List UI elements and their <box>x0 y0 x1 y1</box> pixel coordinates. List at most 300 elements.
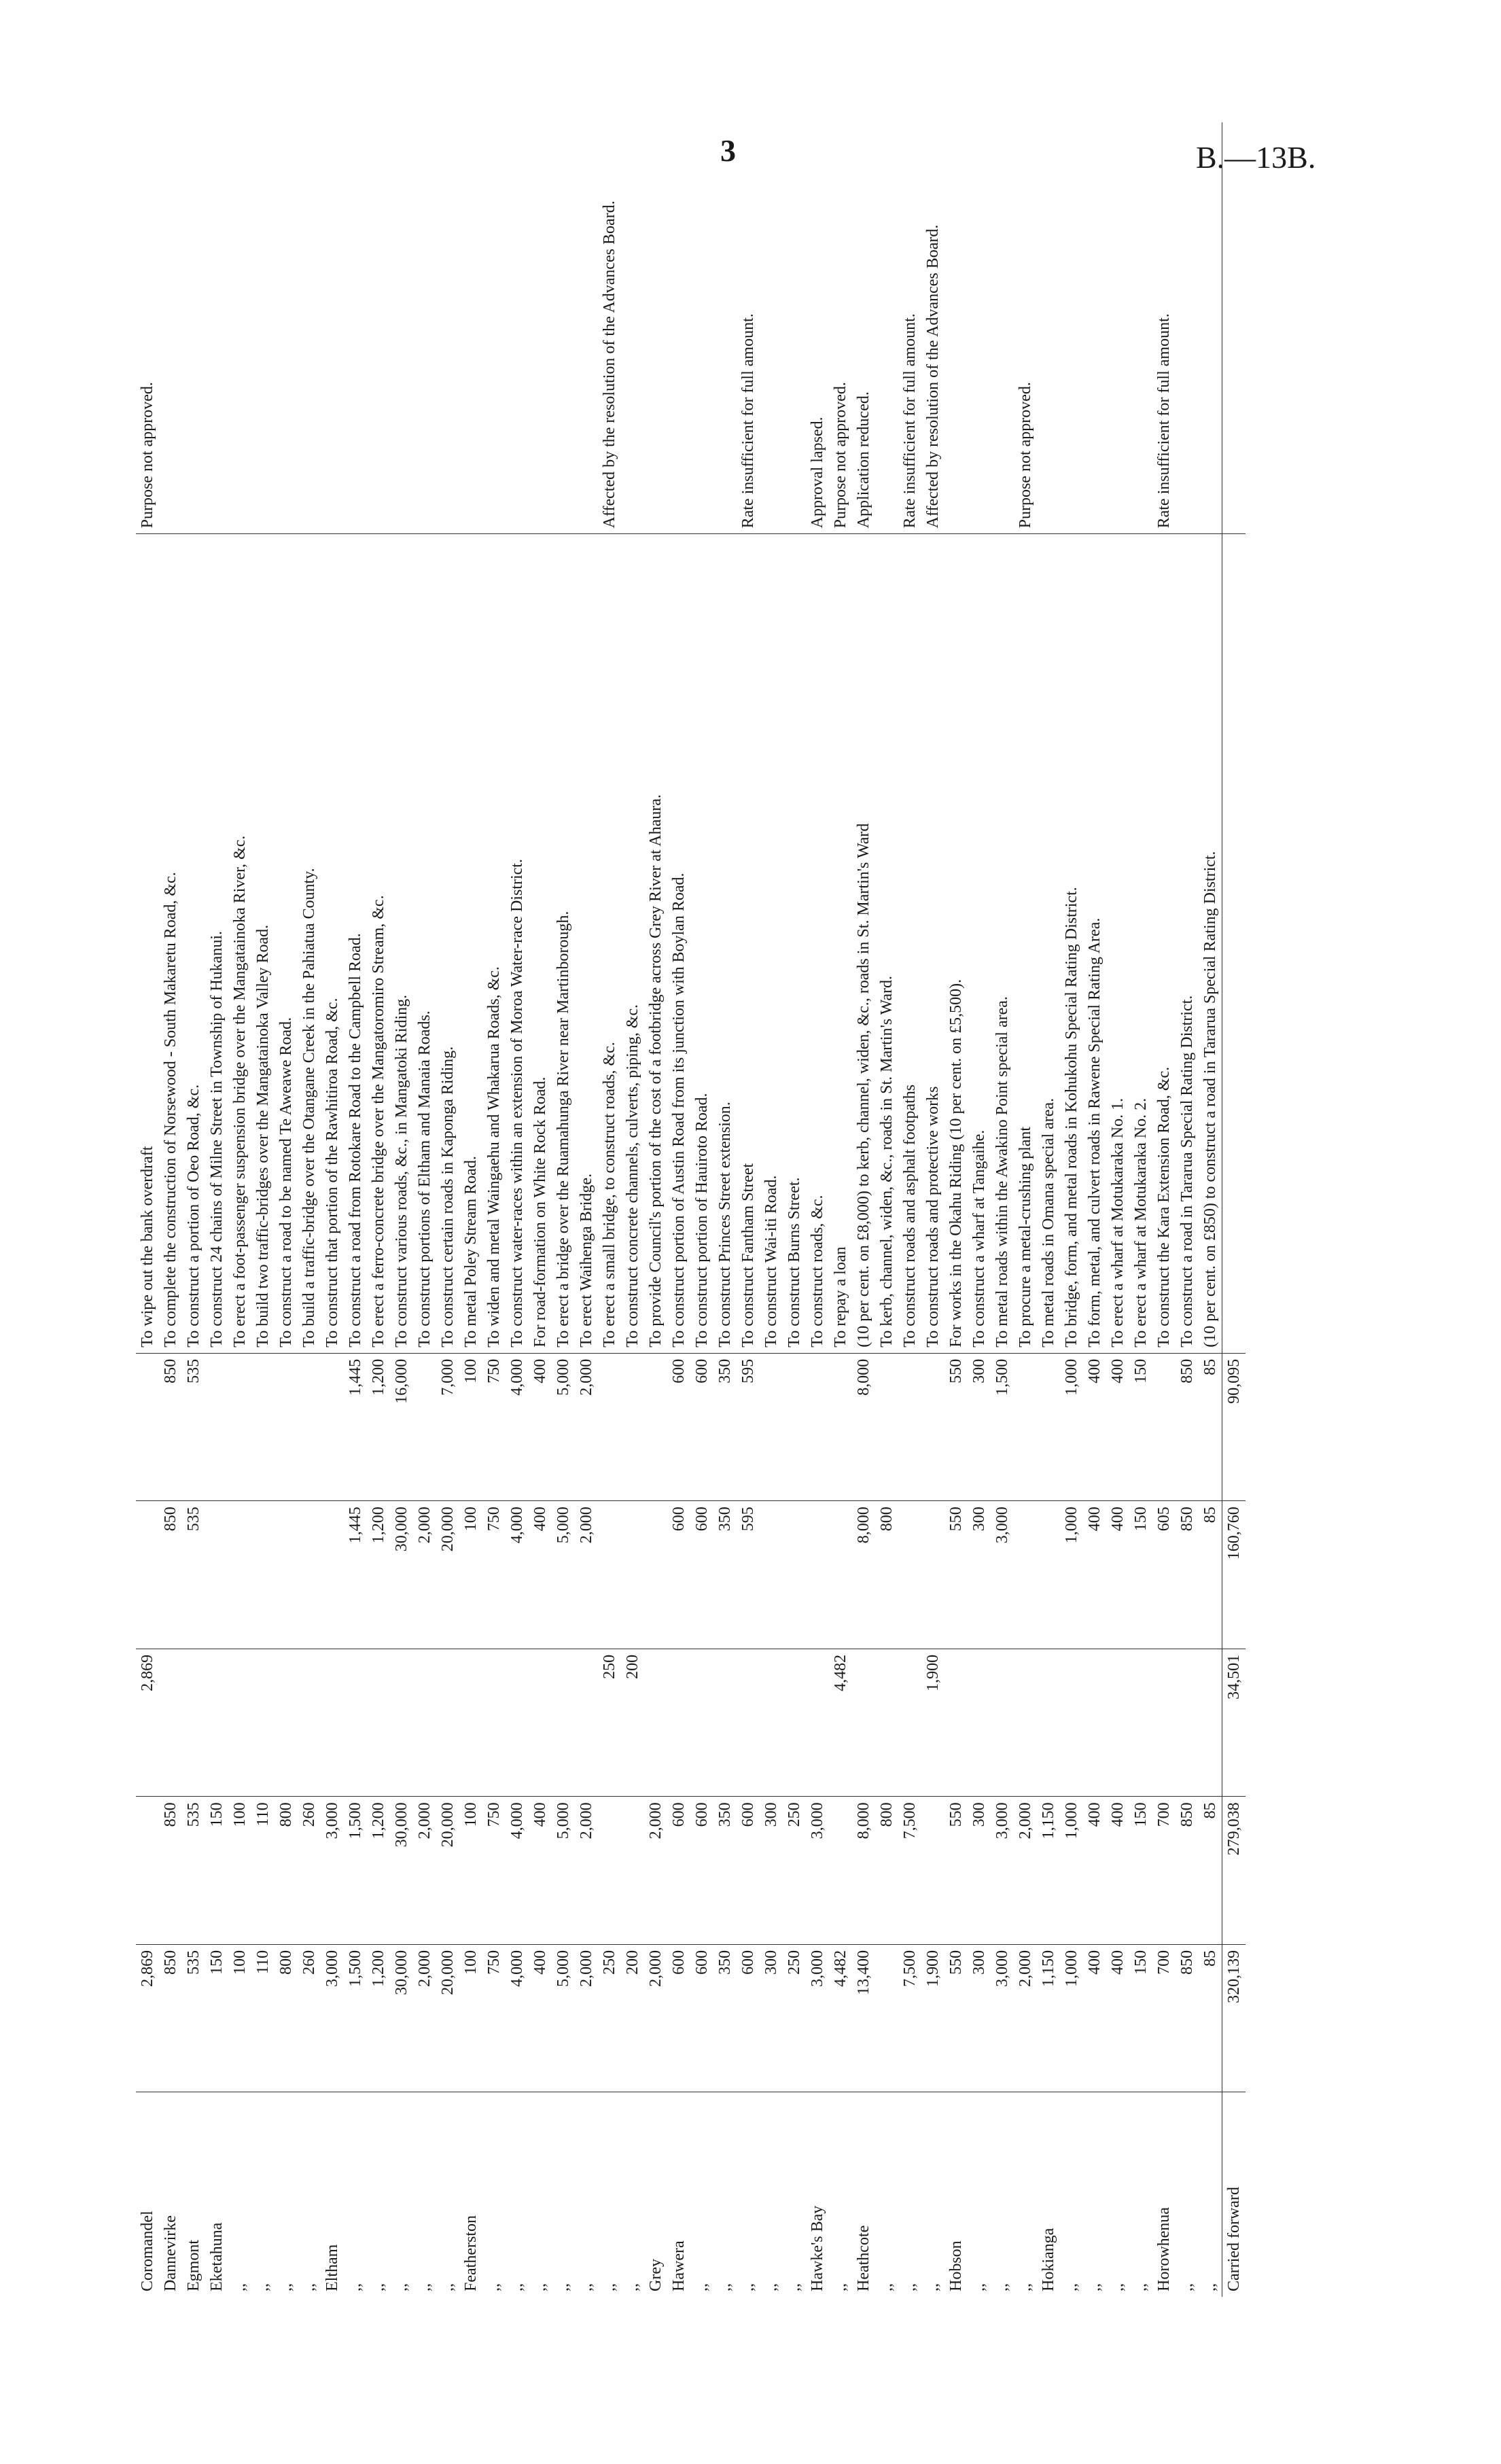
table-row <box>298 122 321 2297</box>
authorized-cell: 605 <box>1152 1501 1176 1649</box>
declined-cell <box>298 1649 321 1797</box>
remarks-cell <box>1129 122 1152 534</box>
applied-cell: 13,400 <box>852 1944 875 2092</box>
authorized-cell: 300 <box>968 1501 991 1649</box>
entitled-cell: 100 <box>459 1797 482 1945</box>
declined-cell <box>275 1649 298 1797</box>
entitled-cell: 8,000 <box>852 1797 875 1945</box>
granted-cell: 150 <box>1129 1353 1152 1501</box>
table-row <box>529 122 552 2297</box>
purpose-cell: (10 per cent. on £8,000) to kerb, channel, widen, &c., roads in St. Martin's Ward <box>852 534 875 1353</box>
table-row <box>667 122 690 2297</box>
district-cell: ,, <box>1063 2283 1080 2291</box>
applied-cell: 400 <box>529 1944 552 2092</box>
remarks-cell <box>690 122 713 534</box>
applied-cell: 1,150 <box>1037 1944 1060 2092</box>
district-cell: ,, <box>554 2283 572 2291</box>
granted-cell <box>644 1353 667 1501</box>
entitled-cell: 300 <box>968 1797 991 1945</box>
remarks-cell: Purpose not approved. <box>136 122 159 534</box>
declined-cell <box>1014 1649 1037 1797</box>
district-cell: ,, <box>739 2283 757 2291</box>
remarks-cell <box>644 122 667 534</box>
table-row <box>944 122 968 2297</box>
loans-table <box>136 122 1246 2297</box>
remarks-cell <box>159 122 182 534</box>
authorized-cell: 1,200 <box>367 1501 390 1649</box>
table-body <box>136 122 1222 2297</box>
district-cell: Eltham <box>323 2244 341 2291</box>
declined-cell <box>644 1649 667 1797</box>
authorized-cell: 20,000 <box>436 1501 459 1649</box>
table-row <box>806 122 829 2297</box>
district-cell: ,, <box>762 2283 780 2291</box>
total-purpose-blank <box>1222 534 1246 1353</box>
entitled-cell: 250 <box>783 1797 806 1945</box>
declined-cell <box>506 1649 529 1797</box>
table-row <box>829 122 852 2297</box>
table-row <box>760 122 783 2297</box>
table-row <box>459 122 482 2297</box>
declined-cell <box>459 1649 482 1797</box>
remarks-cell <box>506 122 529 534</box>
total-granted: 90,095 <box>1222 1353 1246 1501</box>
district-cell: Heathcote <box>855 2225 872 2291</box>
total-applied: 320,139 <box>1222 1944 1246 2092</box>
remarks-cell <box>1037 122 1060 534</box>
district-cell: ,, <box>439 2283 457 2291</box>
carried-forward-row <box>1222 122 1246 2297</box>
entitled-cell: 1,000 <box>1060 1797 1083 1945</box>
authorized-cell <box>321 1501 344 1649</box>
page-number: 3 <box>720 133 736 168</box>
granted-cell: 400 <box>1106 1353 1129 1501</box>
remarks-cell: Rate insufficient for full amount. <box>898 122 921 534</box>
remarks-cell: Purpose not approved. <box>1014 122 1037 534</box>
entitled-cell: 700 <box>1152 1797 1176 1945</box>
remarks-cell: Approval lapsed. <box>806 122 829 534</box>
applied-cell: 350 <box>713 1944 737 2092</box>
purpose-cell: To erect a wharf at Motukaraka No. 1. <box>1106 534 1129 1353</box>
authorized-cell <box>598 1501 621 1649</box>
remarks-cell <box>298 122 321 534</box>
applied-cell: 600 <box>690 1944 713 2092</box>
purpose-cell: To bridge, form, and metal roads in Kohukohu Special Rating District. <box>1060 534 1083 1353</box>
applied-cell: 3,000 <box>991 1944 1014 2092</box>
remarks-cell <box>390 122 413 534</box>
purpose-cell: To construct Wai-iti Road. <box>760 534 783 1353</box>
authorized-cell: 30,000 <box>390 1501 413 1649</box>
entitled-cell: 100 <box>228 1797 251 1945</box>
district-cell: ,, <box>601 2283 618 2291</box>
declined-cell <box>251 1649 275 1797</box>
table-row <box>598 122 621 2297</box>
entitled-cell: 400 <box>1083 1797 1106 1945</box>
applied-cell: 400 <box>1106 1944 1129 2092</box>
granted-cell: 400 <box>1083 1353 1106 1501</box>
remarks-cell <box>991 122 1014 534</box>
entitled-cell: 2,000 <box>575 1797 598 1945</box>
table-row <box>159 122 182 2297</box>
authorized-cell <box>806 1501 829 1649</box>
remarks-cell <box>760 122 783 534</box>
district-cell: ,, <box>716 2283 734 2291</box>
purpose-cell: To erect a foot-passenger suspension bridge over the Mangatainoka River, &c. <box>228 534 251 1353</box>
purpose-cell: To construct a portion of Oeo Road, &c. <box>182 534 205 1353</box>
granted-cell: 4,000 <box>506 1353 529 1501</box>
authorized-cell: 595 <box>737 1501 760 1649</box>
granted-cell <box>136 1353 159 1501</box>
purpose-cell: To construct roads and protective works <box>921 534 944 1353</box>
granted-cell <box>806 1353 829 1501</box>
remarks-cell <box>667 122 690 534</box>
purpose-cell: To construct concrete channels, culverts, piping, &c. <box>621 534 644 1353</box>
district-cell: ,, <box>878 2283 896 2291</box>
applied-cell: 2,000 <box>575 1944 598 2092</box>
table-row <box>413 122 436 2297</box>
granted-cell <box>1037 1353 1060 1501</box>
table-row <box>275 122 298 2297</box>
declined-cell <box>1129 1649 1152 1797</box>
entitled-cell: 535 <box>182 1797 205 1945</box>
table-row <box>852 122 875 2297</box>
entitled-cell: 3,000 <box>321 1797 344 1945</box>
entitled-cell: 1,200 <box>367 1797 390 1945</box>
remarks-cell <box>944 122 968 534</box>
granted-cell <box>829 1353 852 1501</box>
granted-cell <box>1152 1353 1176 1501</box>
authorized-cell <box>1014 1501 1037 1649</box>
entitled-cell: 600 <box>690 1797 713 1945</box>
authorized-cell: 400 <box>1083 1501 1106 1649</box>
entitled-cell: 5,000 <box>552 1797 575 1945</box>
table-row <box>552 122 575 2297</box>
table-row <box>1083 122 1106 2297</box>
applied-cell: 300 <box>760 1944 783 2092</box>
authorized-cell <box>275 1501 298 1649</box>
authorized-cell: 800 <box>875 1501 898 1649</box>
declined-cell: 4,482 <box>829 1649 852 1797</box>
applied-cell: 150 <box>205 1944 228 2092</box>
purpose-cell: To construct various roads, &c., in Mangatoki Riding. <box>390 534 413 1353</box>
authorized-cell: 8,000 <box>852 1501 875 1649</box>
entitled-cell <box>829 1797 852 1945</box>
total-label: Carried forward <box>1222 2092 1246 2297</box>
granted-cell <box>760 1353 783 1501</box>
purpose-cell: To construct that portion of the Rawhitiroa Road, &c. <box>321 534 344 1353</box>
applied-cell: 250 <box>598 1944 621 2092</box>
declined-cell <box>1176 1649 1199 1797</box>
entitled-cell: 260 <box>298 1797 321 1945</box>
entitled-cell: 20,000 <box>436 1797 459 1945</box>
purpose-cell: To procure a metal-crushing plant <box>1014 534 1037 1353</box>
applied-cell: 2,000 <box>413 1944 436 2092</box>
table-row <box>367 122 390 2297</box>
entitled-cell: 150 <box>205 1797 228 1945</box>
table-row <box>1060 122 1083 2297</box>
table-row <box>783 122 806 2297</box>
table-row <box>1199 122 1222 2297</box>
district-cell: ,, <box>970 2283 988 2291</box>
remarks-cell <box>783 122 806 534</box>
declined-cell <box>806 1649 829 1797</box>
applied-cell: 5,000 <box>552 1944 575 2092</box>
remarks-cell <box>482 122 506 534</box>
applied-cell: 4,000 <box>506 1944 529 2092</box>
applied-cell: 300 <box>968 1944 991 2092</box>
granted-cell <box>598 1353 621 1501</box>
remarks-cell <box>182 122 205 534</box>
purpose-cell: To construct Princes Street extension. <box>713 534 737 1353</box>
entitled-cell: 2,000 <box>1014 1797 1037 1945</box>
declined-cell <box>413 1649 436 1797</box>
authorized-cell <box>644 1501 667 1649</box>
district-cell: ,, <box>993 2283 1011 2291</box>
district-cell: ,, <box>254 2283 272 2291</box>
granted-cell: 2,000 <box>575 1353 598 1501</box>
authorized-cell <box>783 1501 806 1649</box>
authorized-cell: 2,000 <box>413 1501 436 1649</box>
table-row <box>644 122 667 2297</box>
district-cell: ,, <box>508 2283 526 2291</box>
district-cell: Featherston <box>462 2215 480 2291</box>
purpose-cell: To metal roads within the Awakino Point special area. <box>991 534 1014 1353</box>
applied-cell: 110 <box>251 1944 275 2092</box>
district-cell: Dannevirke <box>162 2215 179 2291</box>
granted-cell: 85 <box>1199 1353 1222 1501</box>
entitled-cell: 1,500 <box>344 1797 367 1945</box>
purpose-cell: To erect a small bridge, to construct roads, &c. <box>598 534 621 1353</box>
entitled-cell: 600 <box>667 1797 690 1945</box>
granted-cell: 8,000 <box>852 1353 875 1501</box>
declined-cell <box>1037 1649 1060 1797</box>
table-row <box>898 122 921 2297</box>
table-row <box>621 122 644 2297</box>
district-cell: ,, <box>578 2283 595 2291</box>
granted-cell: 100 <box>459 1353 482 1501</box>
granted-cell: 5,000 <box>552 1353 575 1501</box>
table-row <box>575 122 598 2297</box>
purpose-cell: (10 per cent. on £850) to construct a road in Tararua Special Rating District. <box>1199 534 1222 1353</box>
remarks-cell <box>251 122 275 534</box>
table-row <box>321 122 344 2297</box>
entitled-cell: 550 <box>944 1797 968 1945</box>
table-row <box>390 122 413 2297</box>
granted-cell: 850 <box>159 1353 182 1501</box>
granted-cell <box>1014 1353 1037 1501</box>
purpose-cell: To metal roads in Omana special area. <box>1037 534 1060 1353</box>
purpose-cell: To construct Burns Street. <box>783 534 806 1353</box>
entitled-cell: 400 <box>1106 1797 1129 1945</box>
authorized-cell: 550 <box>944 1501 968 1649</box>
granted-cell <box>875 1353 898 1501</box>
district-cell: Hokianga <box>1040 2228 1057 2291</box>
declined-cell <box>991 1649 1014 1797</box>
purpose-cell: For works in the Okahu Riding (10 per cent. on £5,500). <box>944 534 968 1353</box>
table-row <box>1106 122 1129 2297</box>
granted-cell: 595 <box>737 1353 760 1501</box>
purpose-cell: To construct Fantham Street <box>737 534 760 1353</box>
table-row <box>737 122 760 2297</box>
declined-cell <box>1083 1649 1106 1797</box>
declined-cell <box>321 1649 344 1797</box>
applied-cell: 1,500 <box>344 1944 367 2092</box>
declined-cell: 250 <box>598 1649 621 1797</box>
authorized-cell: 850 <box>1176 1501 1199 1649</box>
authorized-cell: 535 <box>182 1501 205 1649</box>
granted-cell: 350 <box>713 1353 737 1501</box>
declined-cell <box>968 1649 991 1797</box>
applied-cell: 750 <box>482 1944 506 2092</box>
authorized-cell: 750 <box>482 1501 506 1649</box>
authorized-cell: 5,000 <box>552 1501 575 1649</box>
declined-cell: 2,869 <box>136 1649 159 1797</box>
entitled-cell: 800 <box>875 1797 898 1945</box>
table-row <box>136 122 159 2297</box>
granted-cell: 600 <box>667 1353 690 1501</box>
table-row <box>1037 122 1060 2297</box>
entitled-cell: 2,000 <box>644 1797 667 1945</box>
entitled-cell: 750 <box>482 1797 506 1945</box>
applied-cell: 1,000 <box>1060 1944 1083 2092</box>
entitled-cell <box>136 1797 159 1945</box>
entitled-cell <box>921 1797 944 1945</box>
applied-cell: 550 <box>944 1944 968 2092</box>
applied-cell: 30,000 <box>390 1944 413 2092</box>
district-cell: ,, <box>277 2283 295 2291</box>
table-row <box>482 122 506 2297</box>
declined-cell <box>944 1649 968 1797</box>
purpose-cell: To provide Council's portion of the cost of a footbridge across Grey River at Ahaura. <box>644 534 667 1353</box>
total-declined: 34,501 <box>1222 1649 1246 1797</box>
purpose-cell: To build a traffic-bridge over the Otangane Creek in the Pahiatua County. <box>298 534 321 1353</box>
authorized-cell: 600 <box>667 1501 690 1649</box>
purpose-cell: To construct portions of Eltham and Manaia Roads. <box>413 534 436 1353</box>
remarks-cell <box>1106 122 1129 534</box>
applied-cell: 100 <box>459 1944 482 2092</box>
district-cell: Horowhenua <box>1155 2207 1173 2291</box>
authorized-cell <box>921 1501 944 1649</box>
loans-table-rotated <box>136 122 1305 2297</box>
table-row <box>875 122 898 2297</box>
authorized-cell <box>298 1501 321 1649</box>
entitled-cell: 110 <box>251 1797 275 1945</box>
entitled-cell: 85 <box>1199 1797 1222 1945</box>
total-remarks-blank <box>1222 122 1246 534</box>
remarks-cell <box>968 122 991 534</box>
granted-cell <box>275 1353 298 1501</box>
district-cell: ,, <box>785 2283 803 2291</box>
applied-cell: 800 <box>275 1944 298 2092</box>
granted-cell: 400 <box>529 1353 552 1501</box>
entitled-cell: 300 <box>760 1797 783 1945</box>
declined-cell <box>228 1649 251 1797</box>
district-cell: Hawke's Bay <box>809 2205 826 2291</box>
declined-cell <box>1106 1649 1129 1797</box>
granted-cell: 600 <box>690 1353 713 1501</box>
remarks-cell <box>575 122 598 534</box>
district-cell: ,, <box>1017 2283 1034 2291</box>
table-row <box>713 122 737 2297</box>
entitled-cell: 1,150 <box>1037 1797 1060 1945</box>
remarks-cell: Rate insufficient for full amount. <box>737 122 760 534</box>
district-cell: ,, <box>832 2283 849 2291</box>
purpose-cell: To construct roads and asphalt footpaths <box>898 534 921 1353</box>
applied-cell: 260 <box>298 1944 321 2092</box>
authorized-cell: 3,000 <box>991 1501 1014 1649</box>
declined-cell <box>205 1649 228 1797</box>
entitled-cell: 4,000 <box>506 1797 529 1945</box>
applied-cell: 4,482 <box>829 1944 852 2092</box>
table-row <box>690 122 713 2297</box>
authorized-cell <box>760 1501 783 1649</box>
declined-cell <box>783 1649 806 1797</box>
district-cell: Hobson <box>947 2240 965 2291</box>
table-row <box>1129 122 1152 2297</box>
applied-cell: 2,000 <box>1014 1944 1037 2092</box>
purpose-cell: To construct water-races within an extension of Moroa Water-race District. <box>506 534 529 1353</box>
applied-cell: 3,000 <box>806 1944 829 2092</box>
entitled-cell: 7,500 <box>898 1797 921 1945</box>
district-cell: ,, <box>1132 2283 1150 2291</box>
applied-cell: 200 <box>621 1944 644 2092</box>
district-cell: Coromandel <box>139 2211 156 2291</box>
applied-cell: 600 <box>667 1944 690 2092</box>
purpose-cell: To complete the construction of Norsewood - South Makaretu Road, &c. <box>159 534 182 1353</box>
purpose-cell: To repay a loan <box>829 534 852 1353</box>
district-cell: ,, <box>624 2283 641 2291</box>
entitled-cell: 400 <box>529 1797 552 1945</box>
applied-cell: 400 <box>1083 1944 1106 2092</box>
table-row <box>506 122 529 2297</box>
granted-cell <box>205 1353 228 1501</box>
remarks-cell <box>436 122 459 534</box>
declined-cell <box>159 1649 182 1797</box>
authorized-cell <box>898 1501 921 1649</box>
purpose-cell: To erect a ferro-concrete bridge over the Mangatoromiro Stream, &c. <box>367 534 390 1353</box>
purpose-cell: To erect a wharf at Motukaraka No. 2. <box>1129 534 1152 1353</box>
total-authorized: 160,760 <box>1222 1501 1246 1649</box>
declined-cell <box>852 1649 875 1797</box>
purpose-cell: To construct portion of Hauiroto Road. <box>690 534 713 1353</box>
purpose-cell: To construct certain roads in Kaponga Riding. <box>436 534 459 1353</box>
purpose-cell: To construct a road to be named Te Aweawe Road. <box>275 534 298 1353</box>
document-reference: B.—13B. <box>1196 140 1316 175</box>
applied-cell: 600 <box>737 1944 760 2092</box>
granted-cell <box>621 1353 644 1501</box>
district-cell: ,, <box>1178 2283 1196 2291</box>
entitled-cell: 850 <box>159 1797 182 1945</box>
remarks-cell <box>875 122 898 534</box>
table-row <box>436 122 459 2297</box>
declined-cell <box>898 1649 921 1797</box>
entitled-cell <box>621 1797 644 1945</box>
authorized-cell <box>228 1501 251 1649</box>
entitled-cell: 600 <box>737 1797 760 1945</box>
district-cell: ,, <box>924 2283 942 2291</box>
purpose-cell: To kerb, channel, widen, &c., roads in St. Martin's Ward. <box>875 534 898 1353</box>
declined-cell: 200 <box>621 1649 644 1797</box>
applied-cell: 850 <box>159 1944 182 2092</box>
authorized-cell: 85 <box>1199 1501 1222 1649</box>
granted-cell: 550 <box>944 1353 968 1501</box>
purpose-cell: To construct roads, &c. <box>806 534 829 1353</box>
granted-cell <box>321 1353 344 1501</box>
purpose-cell: To form, metal, and culvert roads in Rawene Special Rating Area. <box>1083 534 1106 1353</box>
authorized-cell: 100 <box>459 1501 482 1649</box>
applied-cell <box>875 1944 898 2092</box>
remarks-cell <box>228 122 251 534</box>
